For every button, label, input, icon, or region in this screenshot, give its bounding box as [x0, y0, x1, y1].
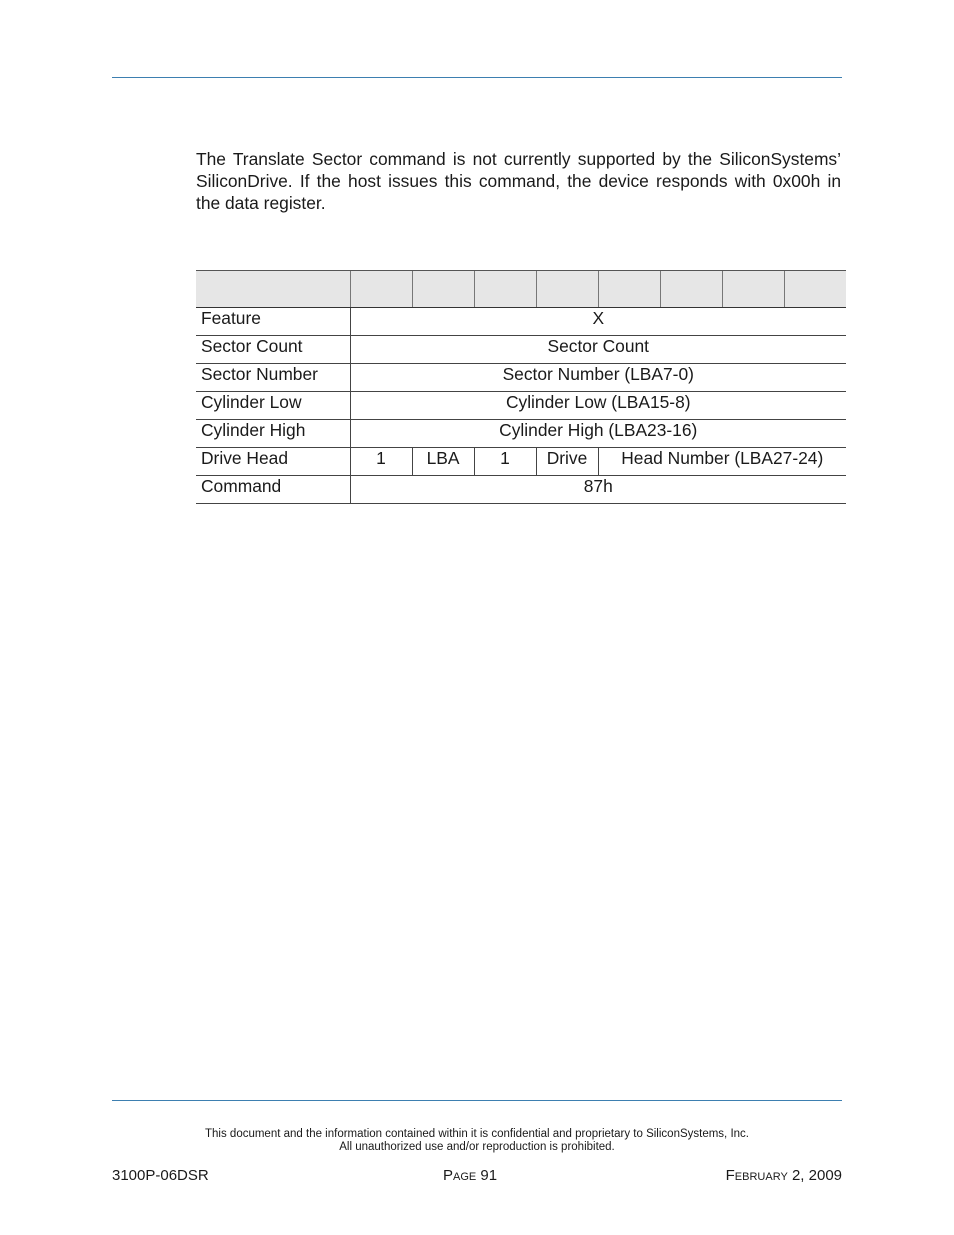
footer-rule — [112, 1100, 842, 1101]
register-table — [196, 270, 846, 504]
header-rule — [112, 77, 842, 78]
bit7-cell: 1 — [350, 448, 412, 476]
document-id: 3100P-06DSR — [112, 1167, 209, 1184]
table-row — [196, 392, 846, 420]
table-row — [196, 364, 846, 392]
header-cell — [412, 271, 474, 308]
bit4-cell: Drive — [536, 448, 598, 476]
body-paragraph: The Translate Sector command is not currently supported by the SiliconSystems’ SiliconDrive. If the host issues this command, the device responds with 0x00h in the data register. — [196, 149, 841, 213]
header-cell — [784, 271, 846, 308]
register-name: Command — [196, 476, 350, 504]
register-name: Feature — [196, 308, 350, 336]
confidentiality-notice: This document and the information contained within it is confidential and proprietary to SiliconSystems, Inc. — [205, 1128, 749, 1140]
register-name: Drive Head — [196, 448, 350, 476]
register-name: Sector Number — [196, 364, 350, 392]
register-name: Cylinder High — [196, 420, 350, 448]
header-cell — [536, 271, 598, 308]
document-date: February 2, 2009 — [725, 1167, 842, 1184]
head-number-cell: Head Number (LBA27-24) — [598, 448, 846, 476]
bit6-cell: LBA — [412, 448, 474, 476]
register-value: Cylinder Low (LBA15-8) — [350, 392, 846, 420]
register-name: Cylinder Low — [196, 392, 350, 420]
register-name: Sector Count — [196, 336, 350, 364]
page-number: Page 91 — [443, 1167, 498, 1184]
table-header-row — [196, 271, 846, 308]
header-cell — [598, 271, 660, 308]
register-value: X — [350, 308, 846, 336]
header-cell — [474, 271, 536, 308]
table-row — [196, 448, 846, 476]
header-cell — [196, 271, 350, 308]
reproduction-notice: All unauthorized use and/or reproduction is prohibited. — [339, 1141, 615, 1153]
table-row — [196, 336, 846, 364]
header-cell — [722, 271, 784, 308]
register-value: Sector Count — [350, 336, 846, 364]
register-value: Cylinder High (LBA23-16) — [350, 420, 846, 448]
register-value: Sector Number (LBA7-0) — [350, 364, 846, 392]
header-cell — [350, 271, 412, 308]
register-value: 87h — [350, 476, 846, 504]
header-cell — [660, 271, 722, 308]
bit5-cell: 1 — [474, 448, 536, 476]
table-row — [196, 476, 846, 504]
table-row — [196, 308, 846, 336]
table-row — [196, 420, 846, 448]
